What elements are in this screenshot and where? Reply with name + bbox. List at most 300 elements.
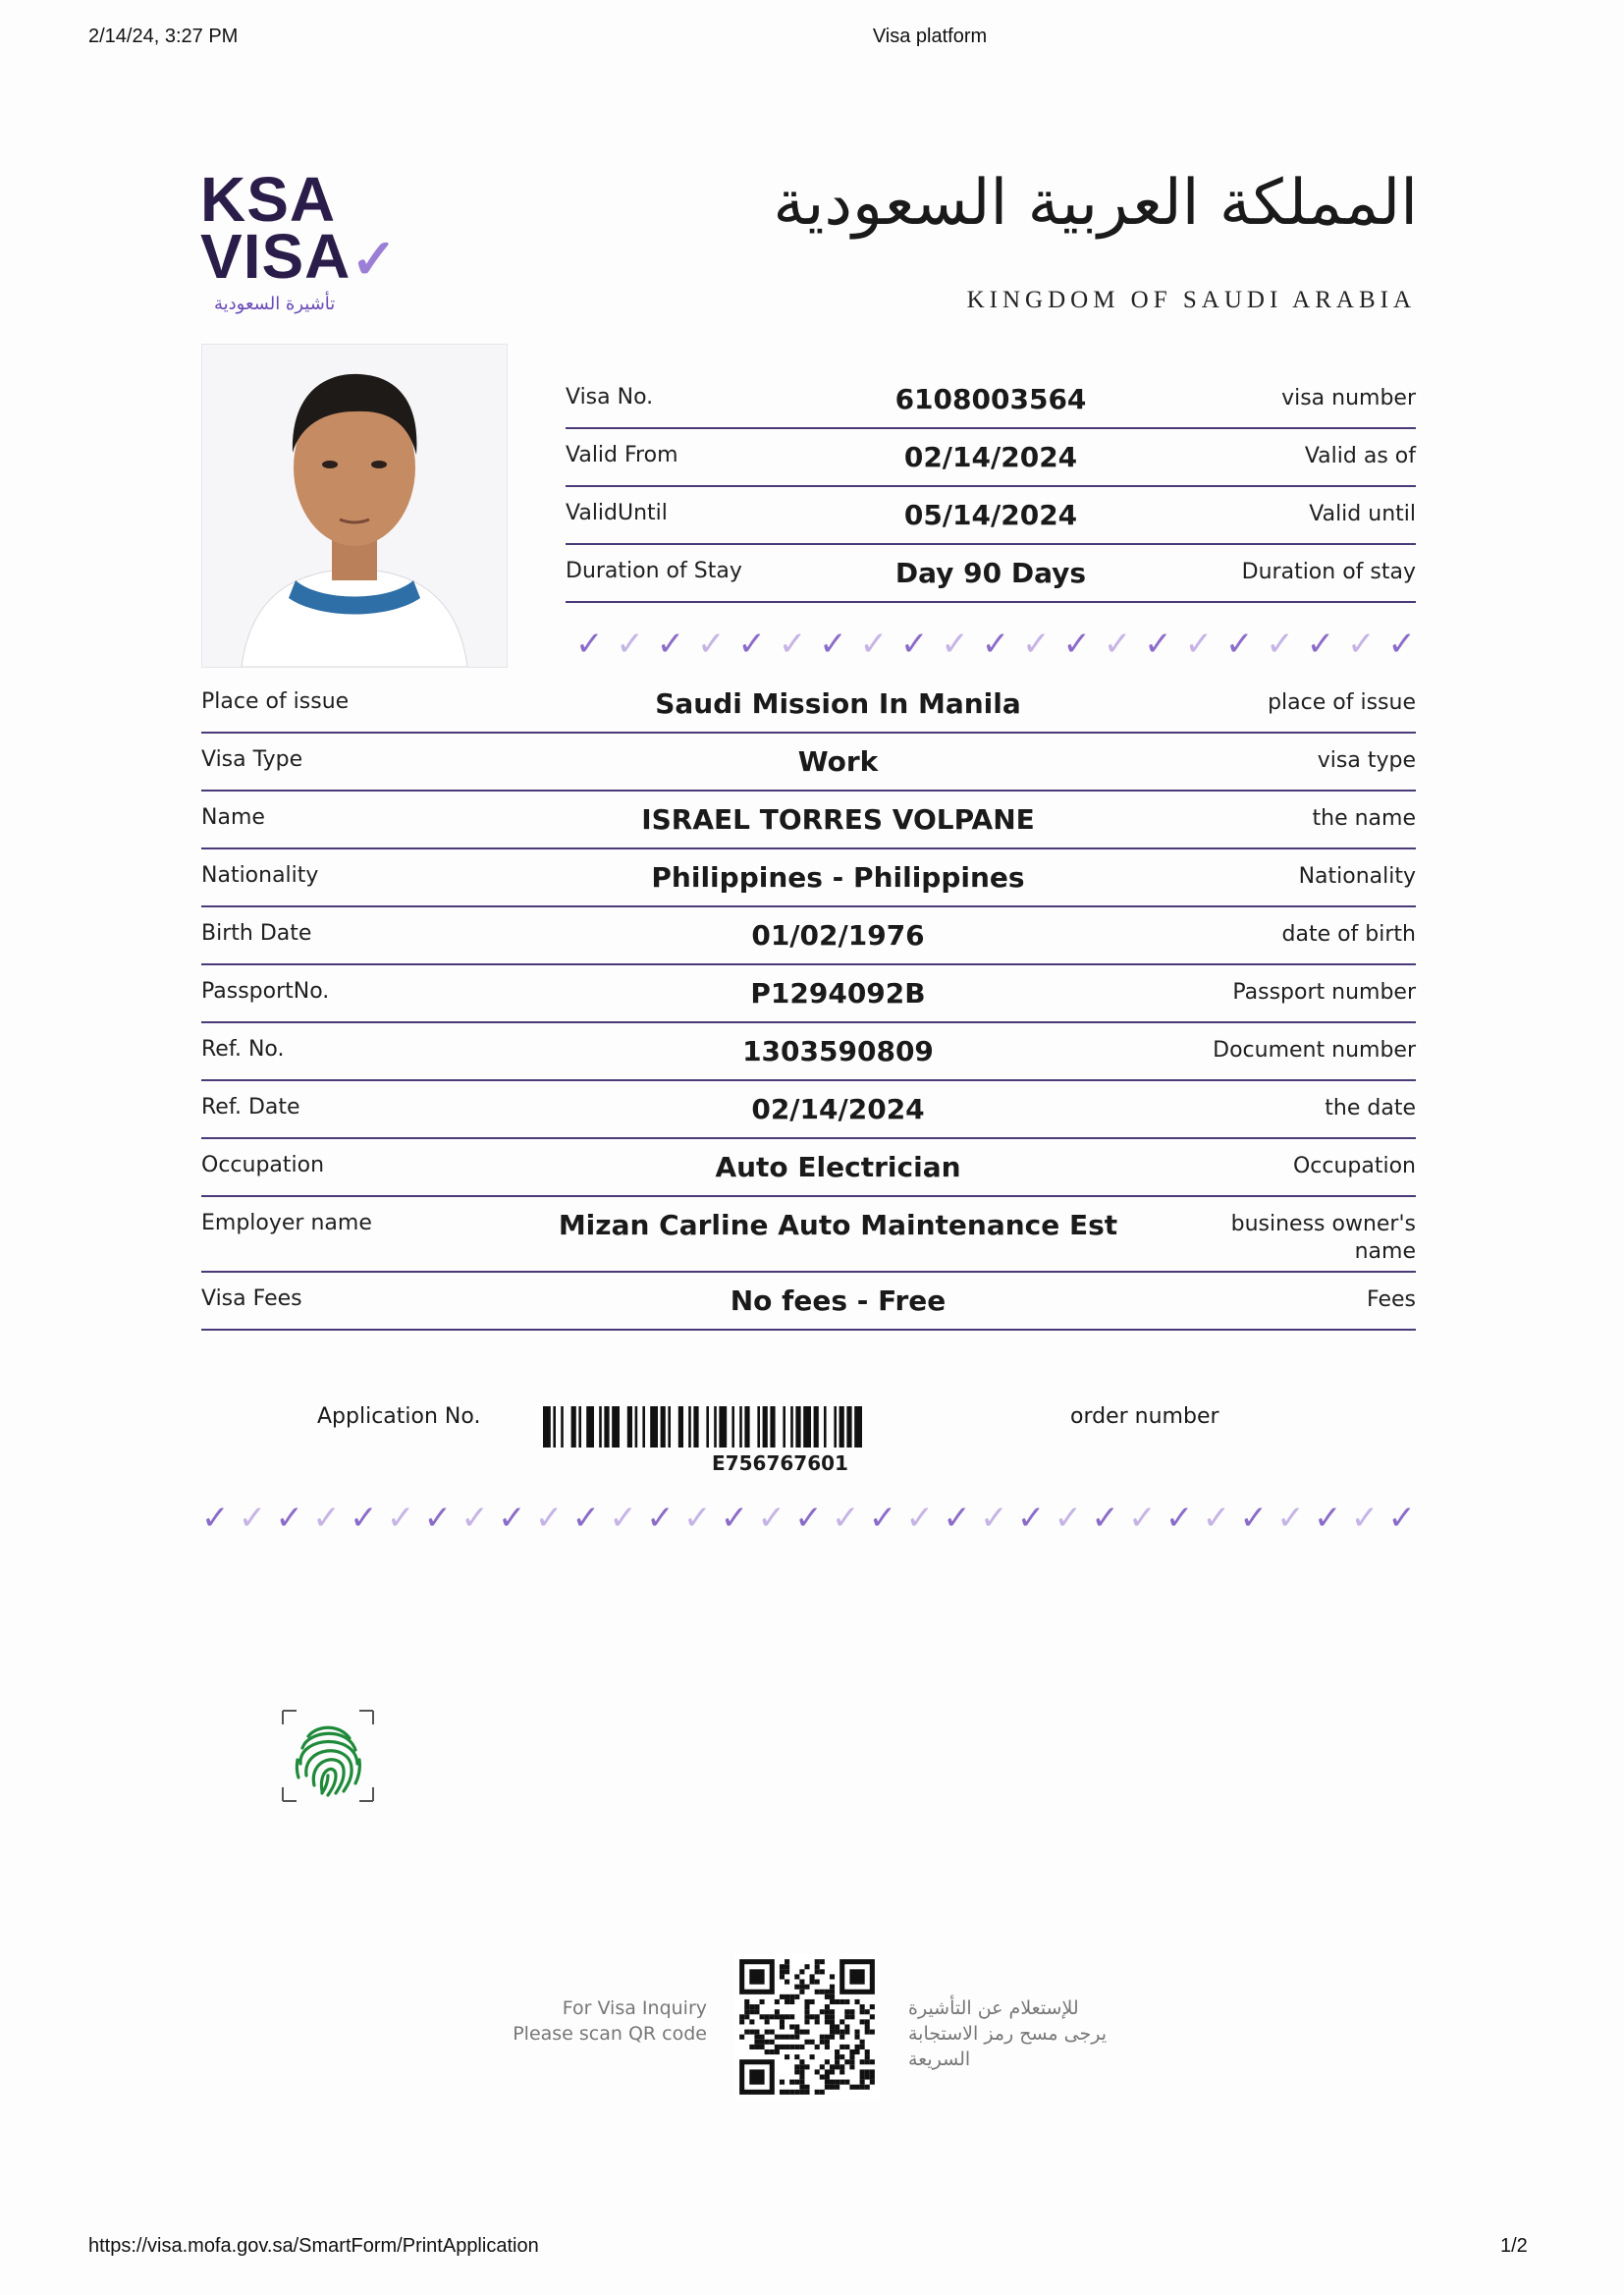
check-mark-icon: ✓ bbox=[905, 1499, 935, 1538]
visa-fees-row bbox=[201, 1273, 1416, 1331]
qr-module bbox=[794, 2080, 799, 2085]
check-mark-icon: ✓ bbox=[646, 1499, 675, 1538]
qr-module bbox=[804, 2019, 809, 2024]
row-label: Employer name bbox=[201, 1211, 372, 1235]
qr-module bbox=[865, 2024, 870, 2029]
row-value: 6108003564 bbox=[894, 383, 1087, 415]
visa-type-row bbox=[201, 734, 1416, 792]
row-right-label: Occupation bbox=[1292, 1154, 1416, 1178]
check-mark-icon: ✓ bbox=[1225, 625, 1254, 664]
check-mark-icon: ✓ bbox=[981, 625, 1010, 664]
qr-module bbox=[799, 2085, 804, 2090]
qr-module bbox=[739, 2035, 744, 2040]
qr-module bbox=[770, 2049, 775, 2054]
qr-module bbox=[785, 1969, 789, 1974]
qr-module bbox=[785, 2045, 789, 2049]
qr-module bbox=[804, 2064, 809, 2069]
check-mark-icon: ✓ bbox=[460, 1499, 489, 1538]
qr-module bbox=[794, 2090, 799, 2095]
fingerprint-icon bbox=[279, 1707, 377, 1805]
qr-module bbox=[839, 2030, 844, 2035]
check-mark-icon: ✓ bbox=[697, 625, 726, 664]
qr-module bbox=[865, 2085, 870, 2090]
qr-module bbox=[810, 2014, 815, 2019]
qr-module bbox=[830, 2024, 835, 2029]
qr-module bbox=[789, 2014, 794, 2019]
qr-module bbox=[810, 1974, 815, 1979]
qr-module bbox=[825, 2045, 830, 2049]
check-mark-icon: ✓ bbox=[1022, 625, 1051, 664]
qr-module bbox=[844, 2030, 849, 2035]
barcode-bar bbox=[586, 1406, 594, 1448]
barcode-bar bbox=[612, 1406, 620, 1448]
check-mark-icon: ✓ bbox=[1313, 1499, 1342, 1538]
row-label: Nationality bbox=[201, 863, 319, 888]
check-mark-icon: ✓ bbox=[1202, 1499, 1231, 1538]
qr-module bbox=[785, 1964, 789, 1969]
qr-module bbox=[854, 1999, 859, 2004]
qr-module bbox=[820, 2064, 825, 2069]
qr-module bbox=[775, 2049, 780, 2054]
check-mark-icon: ✓ bbox=[900, 625, 929, 664]
qr-module bbox=[820, 2090, 825, 2095]
check-mark-icon: ✓ bbox=[1387, 625, 1416, 664]
barcode-bar bbox=[790, 1406, 793, 1448]
barcode-bar bbox=[650, 1406, 658, 1448]
qr-module bbox=[789, 2090, 794, 2095]
qr-module bbox=[815, 1969, 820, 1974]
row-label: Ref. Date bbox=[201, 1095, 300, 1120]
qr-module bbox=[810, 1999, 815, 2004]
qr-module bbox=[835, 2030, 839, 2035]
qr-module bbox=[860, 2045, 865, 2049]
qr-module bbox=[830, 2035, 835, 2040]
page-number: 1/2 bbox=[1500, 2235, 1528, 2257]
qr-module bbox=[815, 2045, 820, 2049]
qr-module bbox=[789, 1994, 794, 1999]
qr-module bbox=[825, 2019, 830, 2024]
barcode-bar bbox=[627, 1406, 632, 1448]
check-mark-strip bbox=[575, 625, 1416, 664]
check-mark-icon: ✓ bbox=[275, 1499, 304, 1538]
row-value: Work bbox=[797, 745, 879, 778]
qr-module bbox=[839, 2054, 844, 2059]
check-mark-icon: ✓ bbox=[859, 625, 889, 664]
qr-module bbox=[804, 2004, 809, 2009]
row-value: No fees - Free bbox=[730, 1284, 947, 1317]
qr-module bbox=[849, 2054, 854, 2059]
qr-module bbox=[810, 1980, 815, 1985]
qr-module bbox=[844, 2009, 849, 2014]
qr-module bbox=[870, 2074, 875, 2079]
row-value: Philippines - Philippines bbox=[651, 861, 1025, 894]
qr-module bbox=[799, 1985, 804, 1990]
qr-module bbox=[815, 2019, 820, 2024]
qr-module bbox=[844, 2059, 849, 2064]
visa-info-table bbox=[566, 371, 1416, 603]
barcode-bar bbox=[604, 1406, 609, 1448]
qr-module bbox=[830, 2085, 835, 2090]
barcode-bar bbox=[757, 1406, 760, 1448]
row-right-label: date of birth bbox=[1281, 922, 1416, 947]
qr-module bbox=[799, 2069, 804, 2074]
qr-module bbox=[785, 1994, 789, 1999]
check-mark-icon: ✓ bbox=[819, 625, 847, 664]
check-mark-icon: ✓ bbox=[1184, 625, 1214, 664]
qr-module bbox=[760, 2040, 765, 2045]
barcode-bar bbox=[635, 1406, 638, 1448]
qr-module bbox=[754, 2045, 759, 2049]
qr-module bbox=[839, 1999, 844, 2004]
barcode-bar bbox=[553, 1406, 556, 1448]
check-mark-icon: ✓ bbox=[498, 1499, 526, 1538]
qr-module bbox=[815, 2014, 820, 2019]
check-mark-icon: ✓ bbox=[386, 1499, 415, 1538]
row-label: Valid From bbox=[566, 443, 678, 467]
check-mark-icon: ✓ bbox=[757, 1499, 785, 1538]
row-value: 01/02/1976 bbox=[751, 919, 925, 952]
ref-date-row bbox=[201, 1081, 1416, 1139]
qr-module bbox=[780, 2019, 785, 2024]
qr-module bbox=[830, 1974, 835, 1979]
row-label: ValidUntil bbox=[566, 501, 668, 525]
row-right-label: the date bbox=[1325, 1096, 1416, 1120]
qr-module bbox=[835, 2064, 839, 2069]
qr-module bbox=[870, 2014, 875, 2019]
qr-module bbox=[794, 2024, 799, 2029]
qr-module bbox=[830, 2009, 835, 2014]
qr-module bbox=[854, 2030, 859, 2035]
qr-module bbox=[780, 2024, 785, 2029]
qr-module bbox=[820, 2040, 825, 2045]
check-mark-icon: ✓ bbox=[534, 1499, 564, 1538]
qr-module bbox=[780, 2080, 785, 2085]
qr-module bbox=[830, 2080, 835, 2085]
qr-module bbox=[754, 2009, 759, 2014]
row-value: 02/14/2024 bbox=[751, 1093, 925, 1125]
row-right-label: business owner's name bbox=[1230, 1212, 1416, 1264]
qr-module bbox=[794, 2045, 799, 2049]
qr-module bbox=[839, 2035, 844, 2040]
qr-module bbox=[849, 1969, 864, 1984]
ksa-visa-logo bbox=[200, 164, 399, 314]
qr-module bbox=[804, 2090, 809, 2095]
qr-instruction-line: يرجى مسح رمز الاستجابة السريعة bbox=[908, 2023, 1107, 2070]
check-mark-icon: ✓ bbox=[1239, 1499, 1268, 1538]
qr-module bbox=[794, 1974, 799, 1979]
qr-module bbox=[830, 1999, 835, 2004]
check-mark-icon: ✓ bbox=[737, 625, 766, 664]
qr-module bbox=[765, 2019, 770, 2024]
qr-module bbox=[744, 2004, 749, 2009]
barcode-bar bbox=[770, 1406, 775, 1448]
qr-module bbox=[804, 2009, 809, 2014]
barcode-bar bbox=[839, 1406, 844, 1448]
check-mark-icon: ✓ bbox=[1091, 1499, 1119, 1538]
qr-module bbox=[794, 2069, 799, 2074]
qr-module bbox=[870, 2080, 875, 2085]
qr-module bbox=[860, 2080, 865, 2085]
qr-module bbox=[775, 1999, 780, 2004]
qr-module bbox=[739, 2019, 744, 2024]
qr-module bbox=[865, 2059, 870, 2064]
row-right-label: visa type bbox=[1317, 748, 1416, 773]
qr-module bbox=[765, 2014, 770, 2019]
qr-module bbox=[744, 2014, 749, 2019]
barcode-bar bbox=[744, 1406, 749, 1448]
check-mark-icon: ✓ bbox=[571, 1499, 601, 1538]
qr-module bbox=[835, 2054, 839, 2059]
qr-module bbox=[785, 2014, 789, 2019]
visa-number-row bbox=[566, 371, 1416, 429]
qr-module bbox=[754, 2004, 759, 2009]
row-label: PassportNo. bbox=[201, 979, 330, 1004]
qr-module bbox=[830, 1985, 835, 1990]
application-number-label: Application No. bbox=[317, 1404, 481, 1429]
qr-module bbox=[860, 2019, 865, 2024]
qr-module bbox=[799, 2074, 804, 2079]
check-mark-icon: ✓ bbox=[1387, 1499, 1416, 1538]
logo-line-1: KSA bbox=[200, 164, 337, 235]
qr-module bbox=[835, 2024, 839, 2029]
qr-module bbox=[780, 2090, 785, 2095]
qr-module bbox=[785, 2090, 789, 2095]
qr-module bbox=[830, 1994, 835, 1999]
barcode-bar bbox=[642, 1406, 645, 1448]
qr-module bbox=[825, 2059, 830, 2064]
logo-line-2: VISA bbox=[200, 221, 352, 292]
qr-module bbox=[804, 1999, 809, 2004]
qr-module bbox=[785, 2054, 789, 2059]
kingdom-arabic-title: المملكة العربية السعودية bbox=[773, 167, 1418, 240]
check-mark-icon: ✓ bbox=[720, 1499, 749, 1538]
barcode-bar bbox=[543, 1406, 551, 1448]
row-right-label: place of issue bbox=[1268, 690, 1416, 715]
check-mark-icon: ✓ bbox=[201, 1499, 230, 1538]
row-value: Auto Electrician bbox=[715, 1151, 961, 1183]
qr-code bbox=[734, 1954, 880, 2100]
check-mark-strip bbox=[201, 1499, 1416, 1538]
qr-module bbox=[749, 2045, 754, 2049]
check-mark-icon: ✓ bbox=[1306, 625, 1335, 664]
qr-module bbox=[835, 2085, 839, 2090]
qr-module bbox=[815, 1959, 820, 1964]
check-mark-icon: ✓ bbox=[616, 625, 644, 664]
qr-instruction-line: For Visa Inquiry bbox=[562, 1997, 707, 2019]
qr-module bbox=[749, 2069, 764, 2084]
check-mark-icon: ✓ bbox=[1103, 625, 1132, 664]
row-right-label: visa number bbox=[1281, 386, 1416, 410]
qr-module bbox=[820, 1990, 825, 1994]
qr-module bbox=[760, 2014, 765, 2019]
qr-module bbox=[799, 2064, 804, 2069]
row-right-label: Fees bbox=[1367, 1287, 1416, 1312]
qr-module bbox=[865, 2054, 870, 2059]
row-label: Visa Fees bbox=[201, 1286, 302, 1311]
qr-module bbox=[865, 2019, 870, 2024]
qr-module bbox=[789, 2080, 794, 2085]
qr-module bbox=[825, 2074, 830, 2079]
qr-module bbox=[815, 1964, 820, 1969]
check-mark-icon: ✓ bbox=[941, 625, 969, 664]
qr-module bbox=[799, 2045, 804, 2049]
qr-module bbox=[849, 2085, 854, 2090]
qr-module bbox=[830, 2019, 835, 2024]
applicant-photo bbox=[201, 344, 508, 668]
barcode-bar bbox=[668, 1406, 671, 1448]
qr-module bbox=[870, 2004, 875, 2009]
qr-module bbox=[849, 2049, 854, 2054]
row-label: Name bbox=[201, 805, 265, 830]
check-mark-icon: ✓ bbox=[1016, 1499, 1046, 1538]
qr-module bbox=[765, 2030, 770, 2035]
qr-module bbox=[825, 2040, 830, 2045]
check-mark-icon: ✓ bbox=[868, 1499, 897, 1538]
row-value: 05/14/2024 bbox=[903, 499, 1078, 531]
qr-module bbox=[839, 2045, 844, 2049]
barcode-bar bbox=[763, 1406, 768, 1448]
qr-instruction-line: Please scan QR code bbox=[513, 2023, 707, 2045]
qr-module bbox=[804, 2014, 809, 2019]
print-url: https://visa.mofa.gov.sa/SmartForm/PrintApplication bbox=[88, 2235, 539, 2257]
qr-module bbox=[770, 2014, 775, 2019]
qr-module bbox=[849, 2064, 854, 2069]
qr-module bbox=[780, 1974, 785, 1979]
print-datetime: 2/14/24, 3:27 PM bbox=[88, 26, 239, 47]
qr-module bbox=[825, 2069, 830, 2074]
qr-module bbox=[865, 2009, 870, 2014]
qr-module bbox=[830, 2014, 835, 2019]
qr-module bbox=[830, 1990, 835, 1994]
check-mark-icon: ✓ bbox=[1347, 625, 1376, 664]
row-value: Day 90 Days bbox=[894, 557, 1087, 589]
check-mark-icon: ✓ bbox=[1266, 625, 1294, 664]
row-right-label: Duration of stay bbox=[1241, 560, 1416, 584]
qr-module bbox=[810, 2040, 815, 2045]
qr-module bbox=[870, 2069, 875, 2074]
application-number: E756767601 bbox=[712, 1451, 848, 1475]
qr-module bbox=[844, 2080, 849, 2085]
qr-module bbox=[815, 2069, 820, 2074]
qr-module bbox=[854, 2049, 859, 2054]
qr-module bbox=[780, 2045, 785, 2049]
employer-name-row bbox=[201, 1197, 1416, 1273]
qr-module bbox=[739, 2014, 744, 2019]
row-right-label: Document number bbox=[1213, 1038, 1416, 1063]
qr-module bbox=[789, 2035, 794, 2040]
row-right-label: Nationality bbox=[1298, 864, 1416, 889]
check-mark-icon: ✓ bbox=[351, 228, 399, 290]
qr-module bbox=[860, 2059, 865, 2064]
check-mark-icon: ✓ bbox=[794, 1499, 823, 1538]
qr-instruction-line: للإستعلام عن التأشيرة bbox=[908, 1997, 1079, 2019]
check-mark-icon: ✓ bbox=[1144, 625, 1172, 664]
check-mark-icon: ✓ bbox=[350, 1499, 378, 1538]
check-mark-icon: ✓ bbox=[943, 1499, 971, 1538]
duration-row bbox=[566, 545, 1416, 603]
qr-module bbox=[804, 2040, 809, 2045]
qr-module bbox=[825, 2004, 830, 2009]
qr-instructions-ar bbox=[908, 1995, 1173, 2072]
qr-module bbox=[835, 2080, 839, 2085]
barcode-bar bbox=[678, 1406, 683, 1448]
qr-module bbox=[775, 2045, 780, 2049]
check-mark-icon: ✓ bbox=[1054, 1499, 1083, 1538]
qr-module bbox=[815, 1990, 820, 1994]
qr-module bbox=[804, 2085, 809, 2090]
qr-module bbox=[870, 2030, 875, 2035]
barcode-bar bbox=[719, 1406, 727, 1448]
row-right-label: Valid as of bbox=[1304, 444, 1416, 468]
qr-module bbox=[815, 1980, 820, 1985]
qr-module bbox=[780, 1964, 785, 1969]
qr-module bbox=[775, 2035, 780, 2040]
check-mark-icon: ✓ bbox=[312, 1499, 341, 1538]
qr-module bbox=[844, 2045, 849, 2049]
qr-module bbox=[799, 1969, 804, 1974]
qr-module bbox=[865, 2074, 870, 2079]
valid-from-row bbox=[566, 429, 1416, 487]
qr-module bbox=[844, 1999, 849, 2004]
place-of-issue-row bbox=[201, 676, 1416, 734]
qr-module bbox=[794, 2030, 799, 2035]
qr-module bbox=[839, 2064, 844, 2069]
qr-module bbox=[835, 2049, 839, 2054]
kingdom-english-title: KINGDOM OF SAUDI ARABIA bbox=[966, 287, 1416, 313]
qr-module bbox=[804, 1985, 809, 1990]
barcode-bar bbox=[824, 1406, 827, 1448]
qr-module bbox=[825, 2035, 830, 2040]
check-mark-icon: ✓ bbox=[778, 625, 807, 664]
qr-module bbox=[825, 2014, 830, 2019]
qr-module bbox=[825, 2085, 830, 2090]
qr-module bbox=[794, 2064, 799, 2069]
qr-module bbox=[780, 2035, 785, 2040]
qr-module bbox=[810, 2054, 815, 2059]
qr-module bbox=[780, 2014, 785, 2019]
qr-module bbox=[849, 2059, 854, 2064]
qr-module bbox=[820, 2035, 825, 2040]
qr-module bbox=[835, 1999, 839, 2004]
qr-module bbox=[744, 1999, 749, 2004]
qr-module bbox=[865, 2049, 870, 2054]
barcode-bar bbox=[714, 1406, 717, 1448]
qr-module bbox=[839, 2069, 844, 2074]
check-mark-icon: ✓ bbox=[682, 1499, 712, 1538]
qr-module bbox=[794, 2035, 799, 2040]
qr-module bbox=[815, 2090, 820, 2095]
qr-module bbox=[830, 2064, 835, 2069]
qr-module bbox=[799, 2059, 804, 2064]
qr-module bbox=[770, 2030, 775, 2035]
qr-module bbox=[860, 2069, 865, 2074]
check-mark-icon: ✓ bbox=[656, 625, 685, 664]
qr-module bbox=[860, 2009, 865, 2014]
row-right-label: the name bbox=[1312, 806, 1416, 831]
birth-date-row bbox=[201, 907, 1416, 965]
qr-module bbox=[825, 2009, 830, 2014]
check-mark-icon: ✓ bbox=[1062, 625, 1091, 664]
order-number-label: order number bbox=[1070, 1404, 1219, 1429]
qr-module bbox=[865, 2030, 870, 2035]
check-mark-icon: ✓ bbox=[1276, 1499, 1305, 1538]
row-right-label: Passport number bbox=[1232, 980, 1416, 1005]
row-value: Saudi Mission In Manila bbox=[655, 687, 1021, 720]
qr-module bbox=[789, 2024, 794, 2029]
qr-module bbox=[839, 2080, 844, 2085]
check-mark-icon: ✓ bbox=[1128, 1499, 1157, 1538]
barcode-bar bbox=[783, 1406, 785, 1448]
